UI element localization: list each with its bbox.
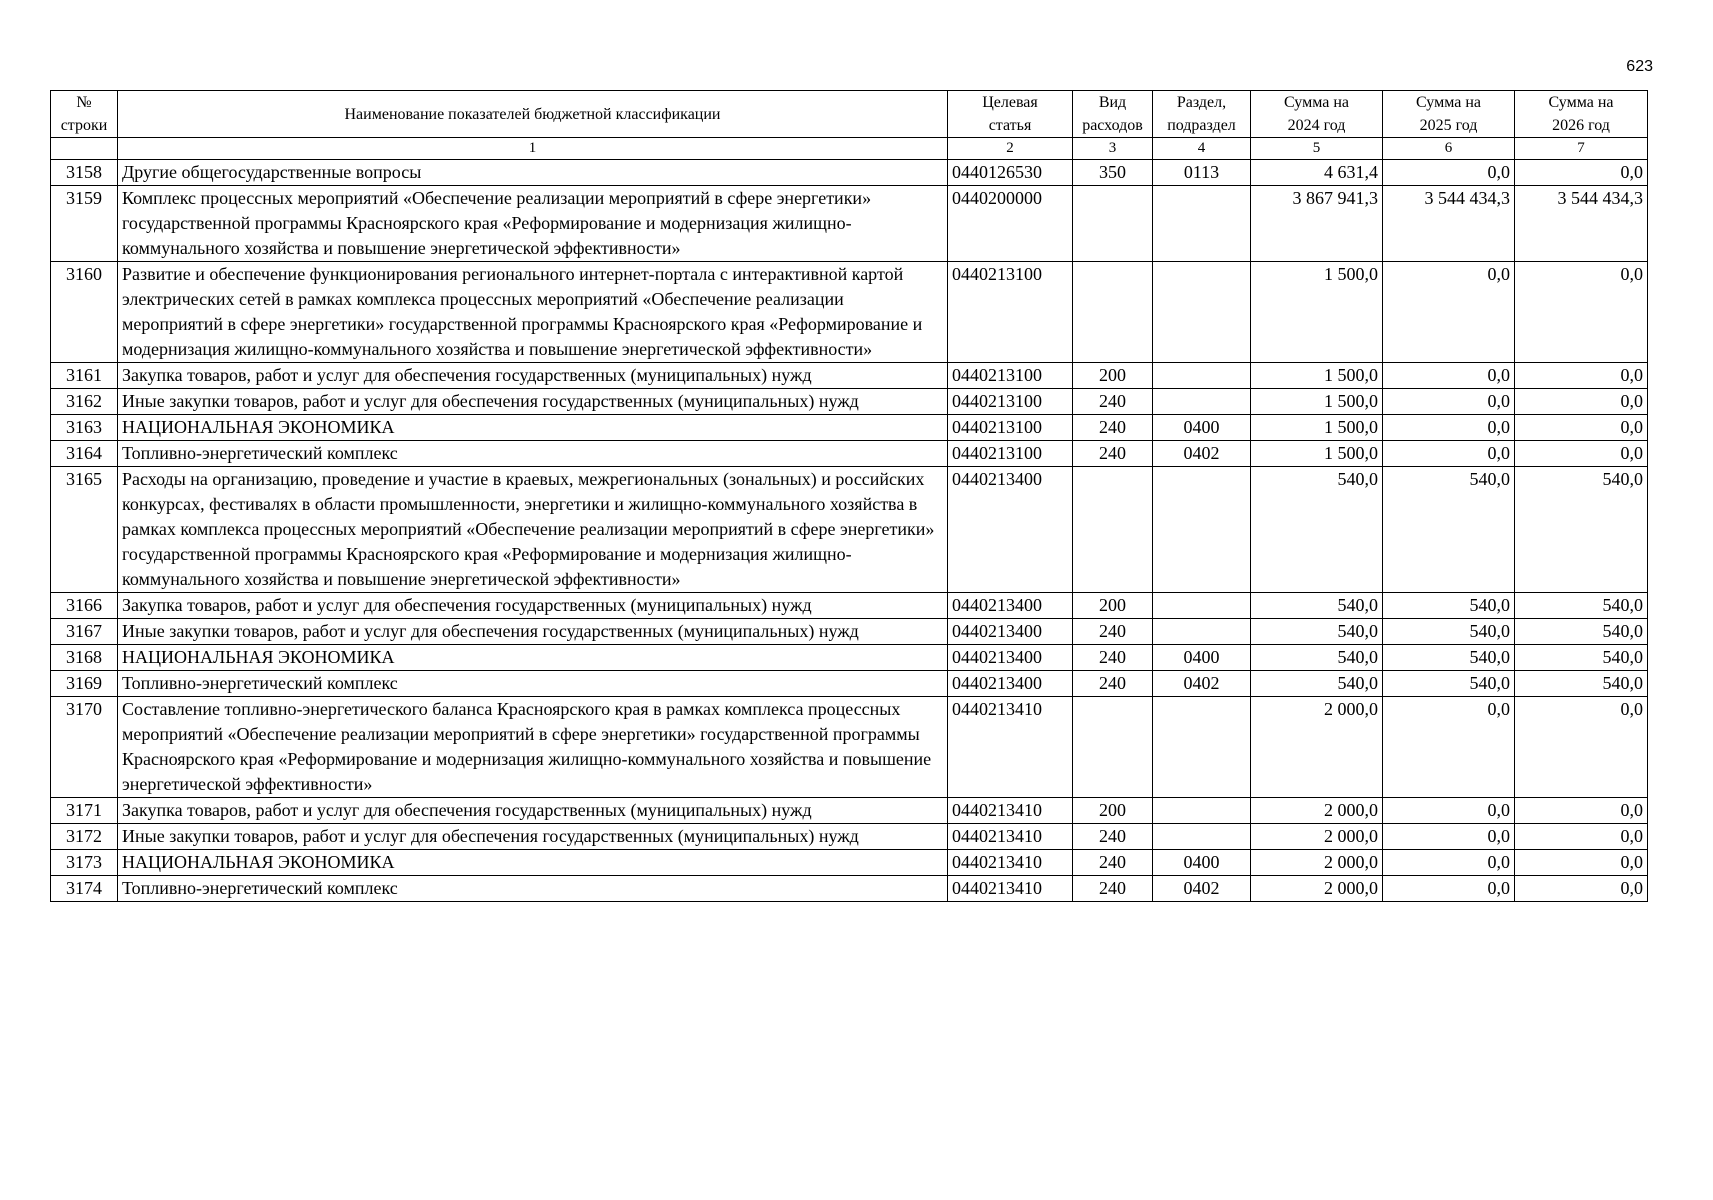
row-section: 0400: [1153, 850, 1251, 876]
row-section: [1153, 363, 1251, 389]
row-sum-2024: 540,0: [1251, 619, 1383, 645]
row-sum-2025: 0,0: [1383, 262, 1515, 363]
header-row-number-line2: строки: [60, 117, 108, 134]
header-sum-2024: [1251, 91, 1383, 138]
row-target: 0440213100: [948, 389, 1073, 415]
header-section: [1153, 91, 1251, 138]
table-row: [51, 593, 1648, 619]
row-sum-2026: 540,0: [1515, 619, 1648, 645]
row-section: 0402: [1153, 441, 1251, 467]
header-type: [1073, 91, 1153, 138]
row-number: 3173: [51, 850, 118, 876]
row-target: 0440213410: [948, 824, 1073, 850]
row-sum-2026: 0,0: [1515, 262, 1648, 363]
row-sum-2026: 540,0: [1515, 645, 1648, 671]
table-row: [51, 824, 1648, 850]
page-number: 623: [1626, 58, 1653, 75]
row-target: 0440213100: [948, 415, 1073, 441]
row-section: [1153, 697, 1251, 798]
header-row: [51, 91, 1648, 138]
row-target: 0440213410: [948, 876, 1073, 902]
row-sum-2026: 540,0: [1515, 593, 1648, 619]
header-sum-2024-line1: Сумма на: [1284, 94, 1349, 111]
row-sum-2026: 0,0: [1515, 389, 1648, 415]
row-name: Топливно-энергетический комплекс: [118, 876, 948, 902]
row-name: НАЦИОНАЛЬНАЯ ЭКОНОМИКА: [118, 415, 948, 441]
row-sum-2026: 0,0: [1515, 697, 1648, 798]
table-row: [51, 363, 1648, 389]
row-target: 0440213410: [948, 798, 1073, 824]
row-section: 0400: [1153, 645, 1251, 671]
row-name: Другие общегосударственные вопросы: [118, 160, 948, 186]
row-sum-2024: 1 500,0: [1251, 262, 1383, 363]
row-sum-2024: 2 000,0: [1251, 824, 1383, 850]
row-section: 0113: [1153, 160, 1251, 186]
row-sum-2025: 0,0: [1383, 160, 1515, 186]
row-target: 0440213400: [948, 671, 1073, 697]
row-sum-2025: 0,0: [1383, 415, 1515, 441]
row-sum-2025: 3 544 434,3: [1383, 186, 1515, 262]
row-number: 3166: [51, 593, 118, 619]
row-sum-2026: 540,0: [1515, 671, 1648, 697]
row-type: 240: [1073, 671, 1153, 697]
row-number: 3163: [51, 415, 118, 441]
row-target: 0440126530: [948, 160, 1073, 186]
row-sum-2025: 540,0: [1383, 671, 1515, 697]
row-number: 3161: [51, 363, 118, 389]
row-number: 3159: [51, 186, 118, 262]
row-section: [1153, 467, 1251, 593]
header-target-line2: статья: [988, 117, 1032, 134]
table-row: [51, 671, 1648, 697]
row-sum-2024: 540,0: [1251, 671, 1383, 697]
row-sum-2024: 1 500,0: [1251, 363, 1383, 389]
row-sum-2024: 540,0: [1251, 645, 1383, 671]
row-sum-2025: 540,0: [1383, 645, 1515, 671]
row-section: [1153, 619, 1251, 645]
row-number: 3160: [51, 262, 118, 363]
column-number: 1: [118, 138, 948, 160]
column-number: 5: [1251, 138, 1383, 160]
row-sum-2025: 0,0: [1383, 824, 1515, 850]
table-header: [51, 91, 1648, 160]
row-name: Иные закупки товаров, работ и услуг для обеспечения государственных (муниципальных) нужд: [118, 619, 948, 645]
row-type: 240: [1073, 876, 1153, 902]
header-type-line1: Вид: [1098, 94, 1127, 111]
row-target: 0440213410: [948, 850, 1073, 876]
row-name: Закупка товаров, работ и услуг для обеспечения государственных (муниципальных) нужд: [118, 798, 948, 824]
budget-table: [50, 90, 1648, 902]
row-section: [1153, 798, 1251, 824]
row-sum-2024: 1 500,0: [1251, 415, 1383, 441]
header-sum-2024-line2: 2024 год: [1287, 117, 1346, 134]
column-numbers-row: [51, 138, 1648, 160]
row-sum-2024: 2 000,0: [1251, 697, 1383, 798]
row-type: 200: [1073, 798, 1153, 824]
row-sum-2024: 4 631,4: [1251, 160, 1383, 186]
row-sum-2024: 2 000,0: [1251, 876, 1383, 902]
row-sum-2026: 0,0: [1515, 824, 1648, 850]
table-row: [51, 798, 1648, 824]
row-sum-2026: 540,0: [1515, 467, 1648, 593]
row-sum-2026: 0,0: [1515, 363, 1648, 389]
row-number: 3174: [51, 876, 118, 902]
table-body: [51, 160, 1648, 902]
row-sum-2024: 2 000,0: [1251, 850, 1383, 876]
header-name-text: Наименование показателей бюджетной классификации: [344, 105, 721, 123]
row-name: Иные закупки товаров, работ и услуг для обеспечения государственных (муниципальных) нужд: [118, 824, 948, 850]
column-number: 7: [1515, 138, 1648, 160]
row-target: 0440213410: [948, 697, 1073, 798]
row-sum-2025: 540,0: [1383, 593, 1515, 619]
row-name: НАЦИОНАЛЬНАЯ ЭКОНОМИКА: [118, 645, 948, 671]
table-row: [51, 619, 1648, 645]
row-number: 3171: [51, 798, 118, 824]
row-sum-2025: 540,0: [1383, 619, 1515, 645]
header-row-number-line1: №: [76, 94, 92, 111]
row-name: НАЦИОНАЛЬНАЯ ЭКОНОМИКА: [118, 850, 948, 876]
table-row: [51, 415, 1648, 441]
row-name: Составление топливно-энергетического баланса Красноярского края в рамках комплекса процессных мероприятий «Обеспечение реализации мероприятий в сфере энергетики» государственной программы Красноярского края «Реформирование и модернизация жилищно-коммунального хозяйства и повышение энергетической эффективности»: [118, 697, 948, 798]
header-sum-2026-line2: 2026 год: [1552, 117, 1610, 134]
header-sum-2025-line2: 2025 год: [1419, 117, 1478, 134]
row-section: [1153, 389, 1251, 415]
table-row: [51, 389, 1648, 415]
row-section: [1153, 262, 1251, 363]
row-sum-2026: 0,0: [1515, 850, 1648, 876]
row-type: 240: [1073, 415, 1153, 441]
row-target: 0440213400: [948, 645, 1073, 671]
table-row: [51, 697, 1648, 798]
row-number: 3167: [51, 619, 118, 645]
row-sum-2025: 0,0: [1383, 441, 1515, 467]
row-name: Иные закупки товаров, работ и услуг для обеспечения государственных (муниципальных) нужд: [118, 389, 948, 415]
row-target: 0440213100: [948, 363, 1073, 389]
row-name: Закупка товаров, работ и услуг для обеспечения государственных (муниципальных) нужд: [118, 363, 948, 389]
row-sum-2025: 0,0: [1383, 363, 1515, 389]
header-section-line1: Раздел,: [1176, 94, 1227, 111]
row-sum-2025: 0,0: [1383, 697, 1515, 798]
header-sum-2025-line1: Сумма на: [1416, 94, 1481, 111]
row-sum-2024: 540,0: [1251, 593, 1383, 619]
row-type: 240: [1073, 619, 1153, 645]
row-type: [1073, 697, 1153, 798]
row-type: 200: [1073, 363, 1153, 389]
table-row: [51, 850, 1648, 876]
row-section: [1153, 593, 1251, 619]
row-type: 240: [1073, 389, 1153, 415]
row-name: Комплекс процессных мероприятий «Обеспечение реализации мероприятий в сфере энергетики» государственной программы Красноярского края «Реформирование и модернизация жилищно-коммунального хозяйства и повышение энергетической эффективности»: [118, 186, 948, 262]
row-name: Развитие и обеспечение функционирования регионального интернет-портала с интерактивной картой электрических сетей в рамках комплекса процессных мероприятий «Обеспечение реализации мероприятий в сфере энергетики» государственной программы Красноярского края «Реформирование и модернизация жилищно-коммунального хозяйства и повышение энергетической эффективности»: [118, 262, 948, 363]
row-number: 3164: [51, 441, 118, 467]
row-name: Закупка товаров, работ и услуг для обеспечения государственных (муниципальных) нужд: [118, 593, 948, 619]
row-sum-2026: 0,0: [1515, 415, 1648, 441]
row-target: 0440213400: [948, 467, 1073, 593]
header-section-line2: подраздел: [1167, 117, 1236, 134]
row-sum-2025: 540,0: [1383, 467, 1515, 593]
row-section: [1153, 824, 1251, 850]
row-sum-2026: 3 544 434,3: [1515, 186, 1648, 262]
row-target: 0440213100: [948, 262, 1073, 363]
row-type: 240: [1073, 850, 1153, 876]
table-row: [51, 262, 1648, 363]
row-section: 0402: [1153, 671, 1251, 697]
row-sum-2024: 2 000,0: [1251, 798, 1383, 824]
row-sum-2026: 0,0: [1515, 441, 1648, 467]
row-number: 3168: [51, 645, 118, 671]
column-number: 2: [948, 138, 1073, 160]
row-sum-2026: 0,0: [1515, 876, 1648, 902]
row-section: 0400: [1153, 415, 1251, 441]
row-section: 0402: [1153, 876, 1251, 902]
row-sum-2026: 0,0: [1515, 798, 1648, 824]
header-sum-2025: [1383, 91, 1515, 138]
row-sum-2024: 3 867 941,3: [1251, 186, 1383, 262]
row-number: 3169: [51, 671, 118, 697]
row-sum-2024: 1 500,0: [1251, 441, 1383, 467]
row-name: Топливно-энергетический комплекс: [118, 671, 948, 697]
table-row: [51, 160, 1648, 186]
header-name: [118, 91, 948, 138]
header-target: [948, 91, 1073, 138]
table-row: [51, 645, 1648, 671]
row-name: Расходы на организацию, проведение и участие в краевых, межрегиональных (зональных) и российских конкурсах, фестивалях в области промышленности, энергетики и жилищно-коммунального хозяйства в рамках комплекса процессных мероприятий «Обеспечение реализации мероприятий в сфере энергетики» государственной программы Красноярского края «Реформирование и модернизация жилищно-коммунального хозяйства и повышение энергетической эффективности»: [118, 467, 948, 593]
table-row: [51, 186, 1648, 262]
row-sum-2025: 0,0: [1383, 798, 1515, 824]
header-type-line2: расходов: [1082, 117, 1143, 134]
row-target: 0440213400: [948, 619, 1073, 645]
row-sum-2025: 0,0: [1383, 389, 1515, 415]
table-row: [51, 467, 1648, 593]
row-type: 350: [1073, 160, 1153, 186]
row-sum-2024: 1 500,0: [1251, 389, 1383, 415]
row-target: 0440200000: [948, 186, 1073, 262]
table-row: [51, 441, 1648, 467]
row-type: 240: [1073, 824, 1153, 850]
header-row-number: [51, 91, 118, 138]
row-number: 3172: [51, 824, 118, 850]
row-type: 240: [1073, 645, 1153, 671]
row-target: 0440213100: [948, 441, 1073, 467]
row-sum-2024: 540,0: [1251, 467, 1383, 593]
row-type: 200: [1073, 593, 1153, 619]
row-type: 240: [1073, 441, 1153, 467]
header-target-line1: Целевая: [982, 94, 1038, 111]
header-sum-2026-line1: Сумма на: [1548, 94, 1614, 111]
row-type: [1073, 186, 1153, 262]
row-number: 3162: [51, 389, 118, 415]
row-type: [1073, 467, 1153, 593]
row-number: 3158: [51, 160, 118, 186]
row-target: 0440213400: [948, 593, 1073, 619]
row-section: [1153, 186, 1251, 262]
row-name: Топливно-энергетический комплекс: [118, 441, 948, 467]
column-number: [51, 138, 118, 160]
column-number: 4: [1153, 138, 1251, 160]
header-sum-2026: [1515, 91, 1648, 138]
row-sum-2025: 0,0: [1383, 850, 1515, 876]
column-number: 6: [1383, 138, 1515, 160]
row-number: 3165: [51, 467, 118, 593]
row-type: [1073, 262, 1153, 363]
row-sum-2026: 0,0: [1515, 160, 1648, 186]
table-row: [51, 876, 1648, 902]
column-number: 3: [1073, 138, 1153, 160]
row-sum-2025: 0,0: [1383, 876, 1515, 902]
row-number: 3170: [51, 697, 118, 798]
